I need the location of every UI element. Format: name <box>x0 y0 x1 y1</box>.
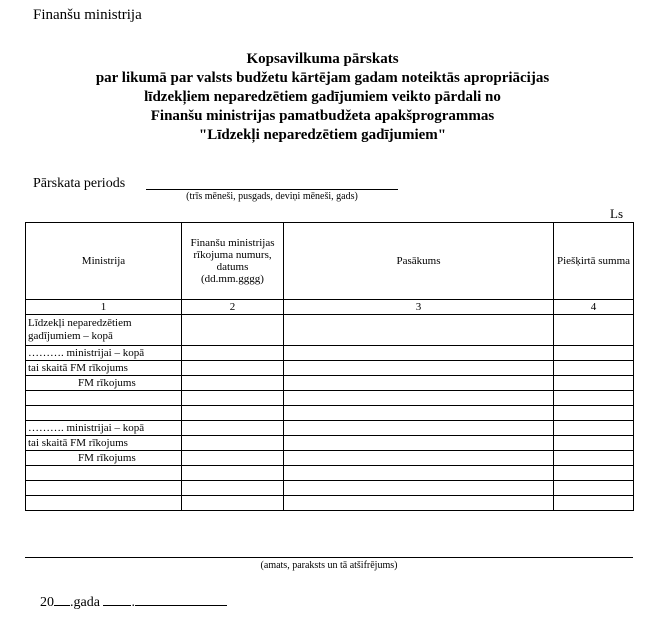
column-header-order: Finanšu ministrijas rīkojuma numurs, datums (dd.mm.gggg) <box>182 223 284 300</box>
table-cell[interactable] <box>554 315 634 346</box>
row-label: FM rīkojums <box>78 452 136 464</box>
row-label: ………. ministrijai – kopā <box>28 422 145 434</box>
row-label-cell[interactable] <box>26 451 182 466</box>
signature-line[interactable] <box>25 557 633 558</box>
table-cell[interactable] <box>284 406 554 421</box>
table-cell[interactable] <box>182 406 284 421</box>
table-row <box>26 436 634 451</box>
table-cell[interactable] <box>284 436 554 451</box>
title-line: Finanšu ministrijas pamatbudžeta apakšprogrammas <box>150 108 495 124</box>
table-row <box>26 361 634 376</box>
period-label: Pārskata periods <box>33 176 126 191</box>
title-line: līdzekļiem neparedzētiem gadījumiem veikto pārdali no <box>144 89 501 105</box>
signature-hint: (amats, paraksts un tā atšifrējums) <box>260 560 398 571</box>
table-cell[interactable] <box>284 391 554 406</box>
table-row <box>26 346 634 361</box>
table-cell[interactable] <box>554 406 634 421</box>
row-label-cell[interactable] <box>26 361 182 376</box>
table-cell[interactable] <box>182 481 284 496</box>
row-label: FM rīkojums <box>78 377 136 389</box>
row-label: Līdzekļi neparedzētiem gadījumiem – kopā <box>28 317 132 342</box>
table-row <box>26 315 634 346</box>
column-header-ministry: Ministrija <box>26 223 182 300</box>
table-row <box>26 496 634 511</box>
table-cell[interactable] <box>554 391 634 406</box>
currency-label: Ls <box>610 206 623 221</box>
table-cell[interactable] <box>182 376 284 391</box>
column-header-amount: Piešķirtā summa <box>554 223 634 300</box>
table-cell[interactable] <box>284 361 554 376</box>
date-field <box>40 593 227 611</box>
table-body <box>26 315 634 511</box>
title-line: Kopsavilkuma pārskats <box>246 51 399 67</box>
table-row <box>26 466 634 481</box>
table-cell[interactable] <box>554 346 634 361</box>
table-cell[interactable] <box>554 451 634 466</box>
title-line: "Līdzekļi neparedzētiem gadījumiem" <box>198 127 447 143</box>
table-cell[interactable] <box>284 481 554 496</box>
table-cell[interactable] <box>554 361 634 376</box>
table-cell[interactable] <box>182 421 284 436</box>
row-label-cell[interactable] <box>26 391 182 406</box>
column-number: 4 <box>554 300 634 315</box>
table-cell[interactable] <box>284 421 554 436</box>
table-cell[interactable] <box>182 451 284 466</box>
table-cell[interactable] <box>284 315 554 346</box>
table-cell[interactable] <box>554 436 634 451</box>
row-label-cell[interactable] <box>26 421 182 436</box>
day-blank[interactable] <box>103 593 131 606</box>
row-label-cell[interactable] <box>26 376 182 391</box>
row-label-cell[interactable] <box>26 496 182 511</box>
column-header-measure: Pasākums <box>284 223 554 300</box>
table-row <box>26 391 634 406</box>
row-label: tai skaitā FM rīkojums <box>28 362 128 374</box>
table-row <box>26 481 634 496</box>
table-cell[interactable] <box>554 376 634 391</box>
row-label-cell[interactable] <box>26 346 182 361</box>
table-cell[interactable] <box>284 451 554 466</box>
report-table <box>25 222 634 511</box>
table-cell[interactable] <box>554 421 634 436</box>
table-cell[interactable] <box>182 315 284 346</box>
month-blank[interactable] <box>135 593 227 606</box>
row-label-cell[interactable] <box>26 466 182 481</box>
table-cell[interactable] <box>554 466 634 481</box>
column-number: 1 <box>26 300 182 315</box>
table-cell[interactable] <box>182 346 284 361</box>
period-input-line[interactable] <box>146 189 398 190</box>
table-cell[interactable] <box>182 361 284 376</box>
report-title <box>0 50 645 145</box>
year-blank[interactable] <box>54 593 70 606</box>
row-label-cell[interactable] <box>26 315 182 346</box>
title-line: par likumā par valsts budžetu kārtējam gadam noteiktās apropriācijas <box>95 70 550 86</box>
date-gada: .gada <box>70 595 100 610</box>
table-cell[interactable] <box>554 496 634 511</box>
table-row <box>26 406 634 421</box>
column-number: 2 <box>182 300 284 315</box>
table-cell[interactable] <box>284 466 554 481</box>
ministry-name: Finanšu ministrija <box>33 7 142 23</box>
table-cell[interactable] <box>182 391 284 406</box>
table-cell[interactable] <box>182 436 284 451</box>
row-label-cell[interactable] <box>26 436 182 451</box>
table-cell[interactable] <box>284 346 554 361</box>
table-row <box>26 421 634 436</box>
row-label: tai skaitā FM rīkojums <box>28 437 128 449</box>
row-label: ………. ministrijai – kopā <box>28 347 145 359</box>
date-dot: . <box>131 595 135 610</box>
period-hint: (trīs mēneši, pusgads, deviņi mēneši, gads) <box>186 191 358 202</box>
table-cell[interactable] <box>284 376 554 391</box>
table-cell[interactable] <box>182 466 284 481</box>
column-number-row <box>26 300 634 315</box>
table-cell[interactable] <box>554 481 634 496</box>
date-year-prefix: 20 <box>40 595 54 610</box>
table-row <box>26 376 634 391</box>
table-header-row <box>26 223 634 300</box>
row-label-cell[interactable] <box>26 406 182 421</box>
table-cell[interactable] <box>284 496 554 511</box>
column-number: 3 <box>284 300 554 315</box>
row-label-cell[interactable] <box>26 481 182 496</box>
table-cell[interactable] <box>182 496 284 511</box>
table-row <box>26 451 634 466</box>
